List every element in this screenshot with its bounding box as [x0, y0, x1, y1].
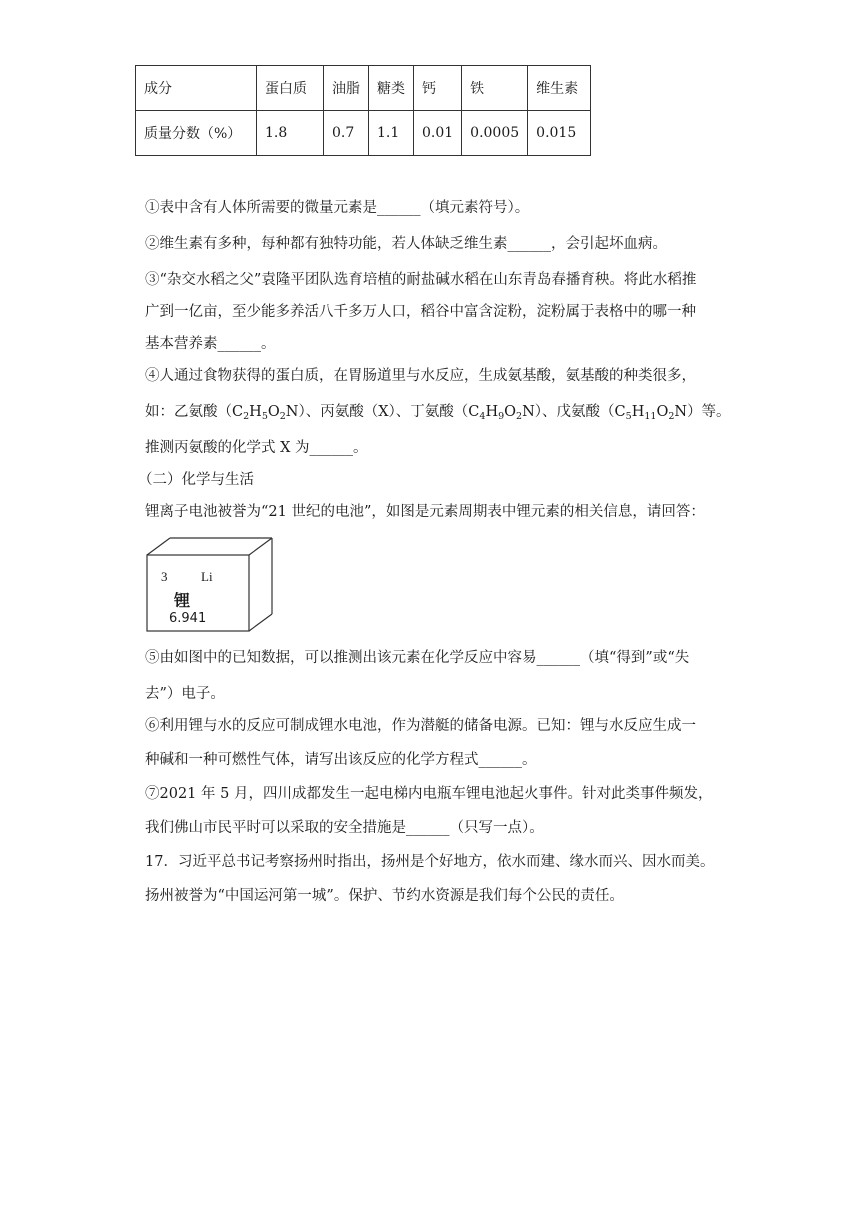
table-cell: 糖类 — [369, 66, 414, 111]
question-1: ①表中含有人体所需要的微量元素是______（填元素符号）。 — [145, 200, 530, 216]
table-header-row — [136, 66, 591, 111]
table-cell: 铁 — [462, 66, 528, 111]
table-cell: 成分 — [136, 66, 257, 111]
element-cube-icon — [145, 537, 275, 633]
table-cell: 1.8 — [257, 111, 324, 156]
table-cell: 蛋白质 — [257, 66, 324, 111]
question-4-line-2: 如：乙氨酸$(C_2H_5O_2N)$、丙氨酸（X）、丁氨酸$(C_4H_9O_2N)$、戊氨酸$(C_5H_{11}O_2N)$等。 — [145, 404, 731, 422]
atomic-mass: 6.941 — [169, 611, 207, 626]
question-17-line-2: 扬州被誉为“中国运河第一城”。保护、节约水资源是我们每个公民的责任。 — [145, 888, 624, 904]
table-cell: 维生素 — [528, 66, 591, 111]
question-6-line-2: 种碱和一种可燃性气体，请写出该反应的化学方程式______。 — [145, 752, 537, 768]
table-cell: 0.015 — [528, 111, 591, 156]
table-cell: 1.1 — [369, 111, 414, 156]
table-cell: 钙 — [414, 66, 462, 111]
element-name: 锂 — [174, 591, 191, 610]
section-heading: （二）化学与生活 — [138, 472, 254, 488]
question-4-line-3: 推测丙氨酸的化学式 X 为______。 — [145, 440, 368, 456]
question-17-line-1: 17．习近平总书记考察扬州时指出，扬州是个好地方，依水而建、缘水而兴、因水而美。 — [145, 854, 715, 870]
question-5-line-1: ⑤由如图中的已知数据，可以推测出该元素在化学反应中容易______（填“得到”或“失 — [145, 650, 690, 666]
intro-text: 锂离子电池被誉为“21 世纪的电池”，如图是元素周期表中锂元素的相关信息，请回答： — [145, 504, 705, 520]
question-7-line-2: 我们佛山市民平时可以采取的安全措施是______（只写一点）。 — [145, 820, 544, 836]
question-5-line-2: 去”）电子。 — [145, 686, 225, 702]
nutrition-table — [135, 65, 591, 156]
question-3-line-3: 基本营养素______。 — [145, 336, 276, 352]
table-cell: 质量分数（%） — [136, 111, 257, 156]
table-cell: 0.0005 — [462, 111, 528, 156]
question-7-line-1: ⑦2021 年 5 月，四川成都发生一起电梯内电瓶车锂电池起火事件。针对此类事件频发， — [145, 786, 713, 802]
question-3-line-1: ③“杂交水稻之父”袁隆平团队选育培植的耐盐碱水稻在山东青岛春播育秧。将此水稻推 — [145, 272, 697, 288]
lithium-element-card — [145, 537, 275, 633]
question-3-line-2: 广到一亿亩，至少能多养活八千多万人口，稻谷中富含淀粉，淀粉属于表格中的哪一种 — [145, 304, 696, 320]
question-4-line-1: ④人通过食物获得的蛋白质，在胃肠道里与水反应，生成氨基酸，氨基酸的种类很多， — [145, 368, 696, 384]
table-cell: 0.7 — [324, 111, 369, 156]
table-cell: 0.01 — [414, 111, 462, 156]
element-symbol: Li — [201, 569, 213, 584]
atomic-number: 3 — [161, 569, 168, 584]
table-row — [136, 111, 591, 156]
question-2: ②维生素有多种，每种都有独特功能，若人体缺乏维生素______，会引起坏血病。 — [145, 236, 667, 252]
table-cell: 油脂 — [324, 66, 369, 111]
question-6-line-1: ⑥利用锂与水的反应可制成锂水电池，作为潜艇的储备电源。已知：锂与水反应生成一 — [145, 718, 696, 734]
